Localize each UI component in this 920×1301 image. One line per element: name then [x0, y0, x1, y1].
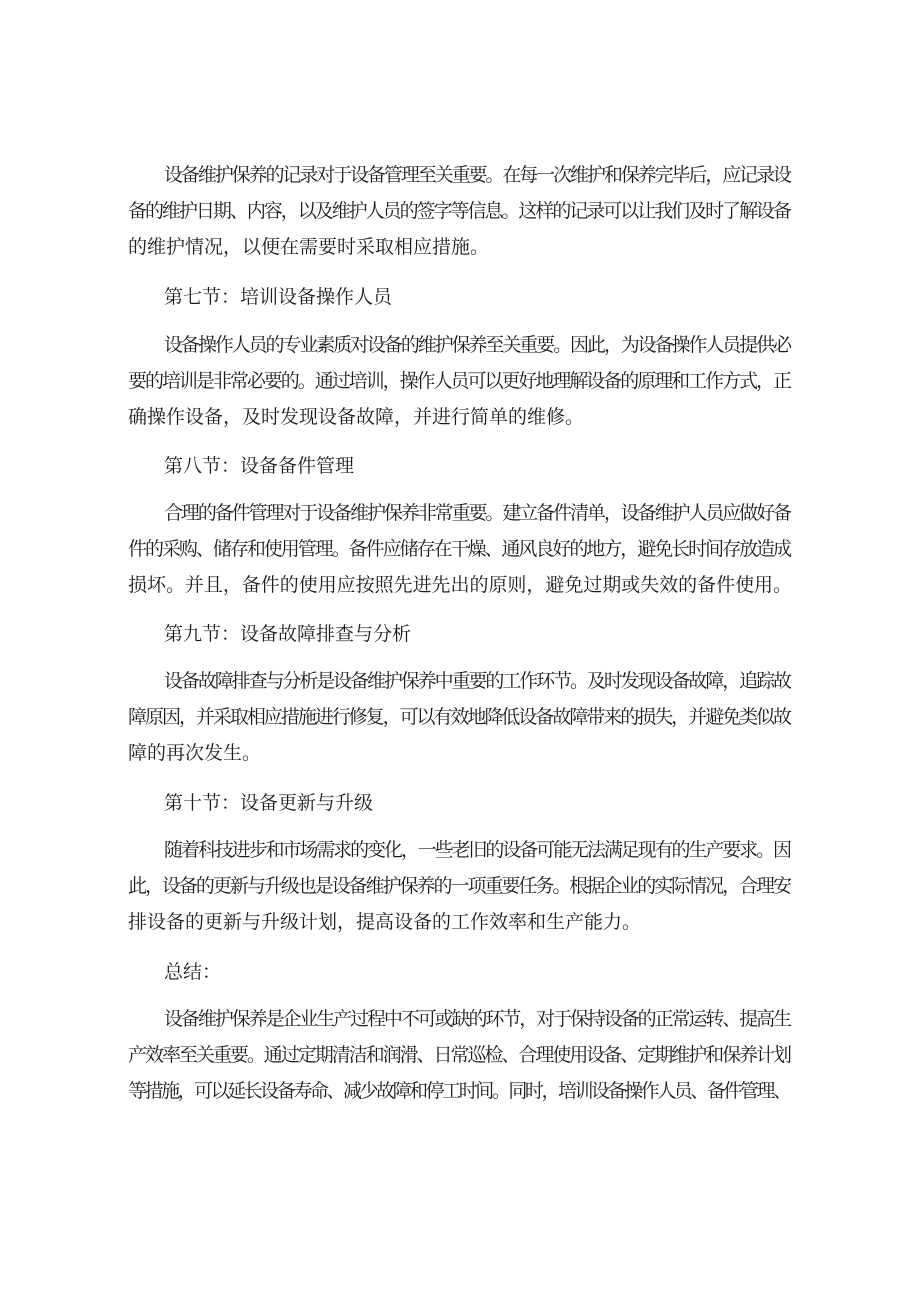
text-line: 等措施，可以延长设备寿命、减少故障和停工时间。同时，培训设备操作人员、备件管理、 — [128, 1080, 790, 1102]
text-line: 障的再次发生。 — [128, 742, 262, 764]
heading-text: 第七节：培训设备操作人员 — [164, 286, 393, 308]
heading-text: 第九节：设备故障排查与分析 — [164, 623, 412, 645]
text-line: 随着科技进步和市场需求的变化，一些老旧的设备可能无法满足现有的生产要求。因 — [164, 839, 790, 861]
text-line: 设备故障排查与分析是设备维护保养中重要的工作环节。及时发现设备故障，追踪故 — [164, 670, 790, 692]
text-line: 设备维护保养的记录对于设备管理至关重要。在每一次维护和保养完毕后，应记录设 — [164, 164, 790, 186]
text-line: 损坏。并且，备件的使用应按照先进先出的原则，避免过期或失效的备件使用。 — [128, 574, 792, 596]
text-line: 此，设备的更新与升级也是设备维护保养的一项重要任务。根据企业的实际情况，合理安 — [128, 875, 790, 897]
text-line: 确操作设备，及时发现设备故障，并进行简单的维修。 — [128, 406, 585, 428]
text-line: 设备操作人员的专业素质对设备的维护保养至关重要。因此，为设备操作人员提供必 — [164, 334, 790, 356]
text-line: 件的采购、储存和使用管理。备件应储存在干燥、通风良好的地方，避免长时间存放造成 — [128, 538, 790, 560]
text-line: 产效率至关重要。通过定期清洁和润滑、日常巡检、合理使用设备、定期维护和保养计划 — [128, 1044, 790, 1066]
text-line: 合理的备件管理对于设备维护保养非常重要。建立备件清单，设备维护人员应做好备 — [164, 502, 790, 524]
heading-text: 第十节：设备更新与升级 — [164, 792, 374, 814]
text-line: 排设备的更新与升级计划，提高设备的工作效率和生产能力。 — [128, 911, 642, 933]
text-line: 要的培训是非常必要的。通过培训，操作人员可以更好地理解设备的原理和工作方式，正 — [128, 370, 790, 392]
text-line: 设备维护保养是企业生产过程中不可或缺的环节，对于保持设备的正常运转、提高生 — [164, 1008, 790, 1030]
heading-text: 第八节：设备备件管理 — [164, 455, 355, 477]
text-line: 备的维护日期、内容，以及维护人员的签字等信息。这样的记录可以让我们及时了解设备 — [128, 200, 790, 222]
text-line: 的维护情况，以便在需要时采取相应措施。 — [128, 236, 490, 258]
text-line: 障原因，并采取相应措施进行修复，可以有效地降低设备故障带来的损失，并避免类似故 — [128, 706, 790, 728]
heading-text: 总结： — [164, 961, 222, 983]
